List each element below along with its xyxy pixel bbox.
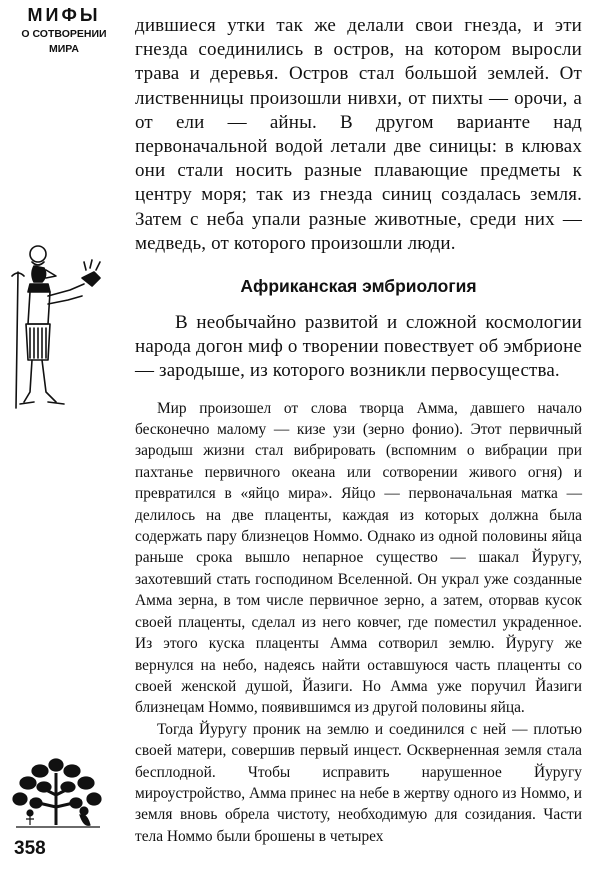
body-paragraph: Тогда Йуругу проник на землю и соединился с ней — плотью своей матери, совершив первый инцест. Оскверненная земля стала бесплодной. Чтобы исправить нарушенное Йуругу мироустройство, Амма принес на небе в жертву одного из Номмо, и земля вновь обрела чистоту, необходимую для созидания. Части тела Номмо были брошены в четырех: [135, 720, 582, 845]
main-text-column: [135, 14, 582, 847]
tree-illustration: [10, 755, 105, 830]
running-head-line2: О СОТВОРЕНИИ: [21, 27, 107, 40]
running-head: [8, 6, 120, 56]
page-number: 358: [14, 838, 46, 859]
running-head-line3: МИРА: [49, 43, 79, 56]
intro-paragraph: дившиеся утки так же делали свои гнезда, и эти гнезда соединились в остров, на котором выросли трава и деревья. Остров стал большой землей. От лиственницы произошли нивхи, от пихты — орочи, а от ели — айны. В другом варианте над первоначальной водой летали две синицы: в клювах они стали носить разные плавающие предметы к центру моря; так из гнезда синиц создалась земля. Затем с неба упали разные животные, среди них — медведь, от которого произошли люди.: [135, 15, 582, 254]
section-lead-paragraph: В необычайно развитой и сложной космологии народа догон миф о творении повествует об эмбрионе — зародыше, из которого возникли первосущества.: [135, 312, 582, 382]
running-head-title: МИФЫ: [27, 5, 101, 25]
section-title: Африканская эмбриология: [240, 276, 477, 297]
body-paragraph: Мир произошел от слова творца Амма, давшего начало бесконечно малому — кизе узи (зерно фонио). Этот первичный зародыш жизни стал вибрировать (вспомним о вибрации при пахтанье первичного океана или сотворении живого огня) и превратился в «яйцо мира». Яйцо — первоначальная матка — делилось на две плаценты, каждая из которых должна была содержать пару близнецов Номмо. Однако из одной половины яйца раньше срока вышло непарное существо — шакал Йуругу, захотевший стать господином Вселенной. Он украл уже созданные Амма зерна, в том числе первичное зерно, а затем, оторвав кусок своей плаценты, сделал из него ковчег, где поместил украденное. Из этого куска плаценты Амма сотворил землю. Йуругу же вернулся на небо, надеясь найти оставшуюся часть плаценты со своей женской душой, Йазиги. Но Амма уже поручил Йазиги близнецам Номмо, появившимся из другой половины яйца.: [135, 399, 582, 717]
egyptian-figure-illustration: [8, 242, 120, 412]
